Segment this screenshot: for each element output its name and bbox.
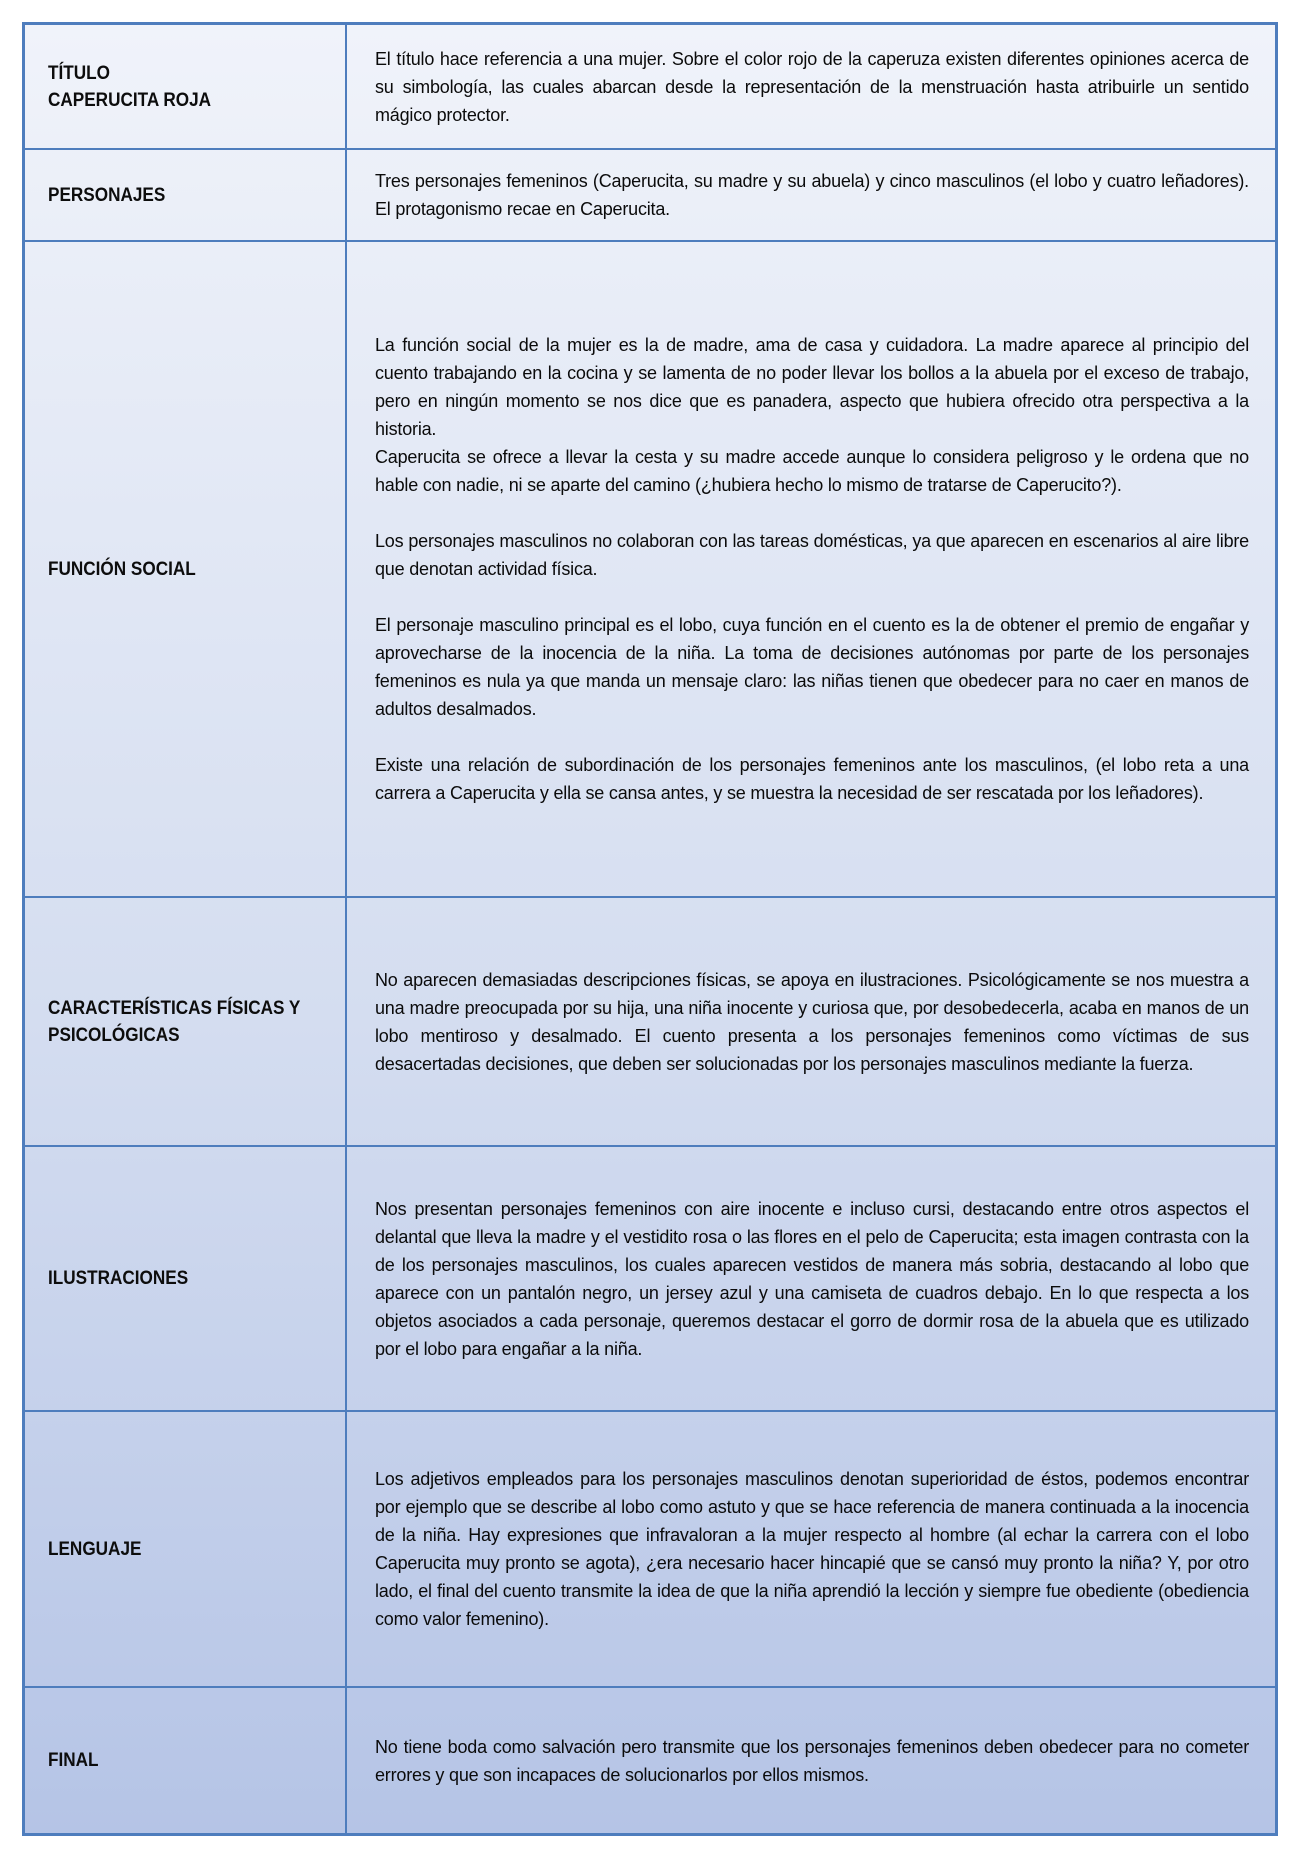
table-row <box>25 148 1275 240</box>
row-label-line: LENGUAJE <box>48 1537 142 1560</box>
row-label-line: CARACTERÍSTICAS FÍSICAS Y <box>48 996 301 1019</box>
table-row <box>25 240 1275 896</box>
row-paragraph: Tres personajes femeninos (Caperucita, su madre y su abuela) y cinco masculinos (el lobo y cuatro leñadores). El protagonismo recae en Caperucita. <box>375 171 1249 219</box>
row-label-cell <box>25 1147 347 1410</box>
paragraph-spacer <box>375 723 1249 751</box>
row-label-cell <box>25 1412 347 1686</box>
row-text-cell <box>347 1688 1275 1833</box>
row-label-cell <box>25 1688 347 1833</box>
table-row <box>25 1410 1275 1686</box>
row-paragraph: El personaje masculino principal es el lobo, cuya función en el cuento es la de obtener el premio de engañar y aprovecharse de la inocencia de la niña. La toma de decisiones autónomas por parte de los personajes femeninos es nula ya que manda un mensaje claro: las niñas tienen que obedecer para no caer en manos de adultos desalmados. <box>375 615 1249 719</box>
row-paragraph: Existe una relación de subordinación de los personajes femeninos ante los masculinos, (el lobo reta a una carrera a Caperucita y ella se cansa antes, y se muestra la necesidad de ser rescatada por los leñadores). <box>375 755 1249 803</box>
row-label-line: FINAL <box>48 1749 99 1771</box>
row-label-cell <box>25 242 347 896</box>
table-row <box>25 1145 1275 1410</box>
row-label-cell <box>25 25 347 148</box>
table-row <box>25 1686 1275 1833</box>
row-text-cell <box>347 242 1275 896</box>
paragraph-spacer <box>375 583 1249 611</box>
row-paragraph: El título hace referencia a una mujer. Sobre el color rojo de la caperuza existen diferentes opiniones acerca de su simbología, las cuales abarcan desde la representación de la menstruación hasta atribuirle un sentido mágico protector. <box>375 48 1249 125</box>
row-text-cell <box>347 150 1275 240</box>
row-text-cell <box>347 898 1275 1145</box>
row-text-cell <box>347 1412 1275 1686</box>
row-text-cell <box>347 1147 1275 1410</box>
row-paragraph: Los personajes masculinos no colaboran con las tareas domésticas, ya que aparecen en escenarios al aire libre que denotan actividad física. <box>375 531 1249 579</box>
row-label-line: PSICOLÓGICAS <box>48 1023 180 1046</box>
row-label-line: FUNCIÓN SOCIAL <box>48 557 196 580</box>
row-label-cell <box>25 898 347 1145</box>
row-paragraph: No tiene boda como salvación pero transmite que los personajes femeninos deben obedecer para no cometer errores y que son incapaces de solucionarlos por ellos mismos. <box>375 1736 1249 1785</box>
analysis-table <box>22 22 1278 1836</box>
row-paragraph: La función social de la mujer es la de madre, ama de casa y cuidadora. La madre aparece al principio del cuento trabajando en la cocina y se lamenta de no poder llevar los bollos a la abuela por el exceso de trabajo, pero en ningún momento se nos dice que es panadera, aspecto que hubiera ofrecido otra perspectiva a la historia. <box>375 335 1249 439</box>
row-paragraph: Nos presentan personajes femeninos con aire inocente e incluso cursi, destacando entre otros aspectos el delantal que lleva la madre y el vestidito rosa o las flores en el pelo de Caperucita; esta imagen contrasta con la de los personajes masculinos, los cuales aparecen vestidos de manera más sobria, destacando al lobo que aparece con un pantalón negro, un jersey azul y una camiseta de cuadros debajo. En lo que respecta a los objetos asociados a cada personaje, queremos destacar el gorro de dormir rosa de la abuela que es utilizado por el lobo para engañar a la niña. <box>375 1198 1249 1359</box>
row-paragraph: No aparecen demasiadas descripciones físicas, se apoya en ilustraciones. Psicológicamente se nos muestra a una madre preocupada por su hija, una niña inocente y curiosa que, por desobedecerla, acaba en manos de un lobo mentiroso y desalmado. El cuento presenta a los personajes femeninos como víctimas de sus desacertadas decisiones, que deben ser solucionadas por los personajes masculinos mediante la fuerza. <box>375 969 1249 1074</box>
table-row <box>25 25 1275 148</box>
row-text-cell <box>347 25 1275 148</box>
row-label-line: PERSONAJES <box>48 183 166 206</box>
row-label-cell <box>25 150 347 240</box>
row-label-line: CAPERUCITA ROJA <box>48 88 212 111</box>
paragraph-spacer <box>375 499 1249 527</box>
row-label-line: TÍTULO <box>48 61 110 84</box>
table-row <box>25 896 1275 1145</box>
row-label-line: ILUSTRACIONES <box>48 1267 189 1289</box>
row-paragraph: Los adjetivos empleados para los personajes masculinos denotan superioridad de éstos, podemos encontrar por ejemplo que se describe al lobo como astuto y que se hace referencia de manera continuada a la inocencia de la niña. Hay expresiones que infravaloran a la mujer respecto al hombre (al echar la carrera con el lobo Caperucita muy pronto se agota), ¿era necesario hacer hincapié que se cansó muy pronto la niña? Y, por otro lado, el final del cuento transmite la idea de que la niña aprendió la lección y siempre fue obediente (obediencia como valor femenino). <box>375 1469 1249 1629</box>
row-paragraph: Caperucita se ofrece a llevar la cesta y su madre accede aunque lo considera peligroso y le ordena que no hable con nadie, ni se aparte del camino (¿hubiera hecho lo mismo de tratarse de Caperucito?). <box>375 447 1249 495</box>
